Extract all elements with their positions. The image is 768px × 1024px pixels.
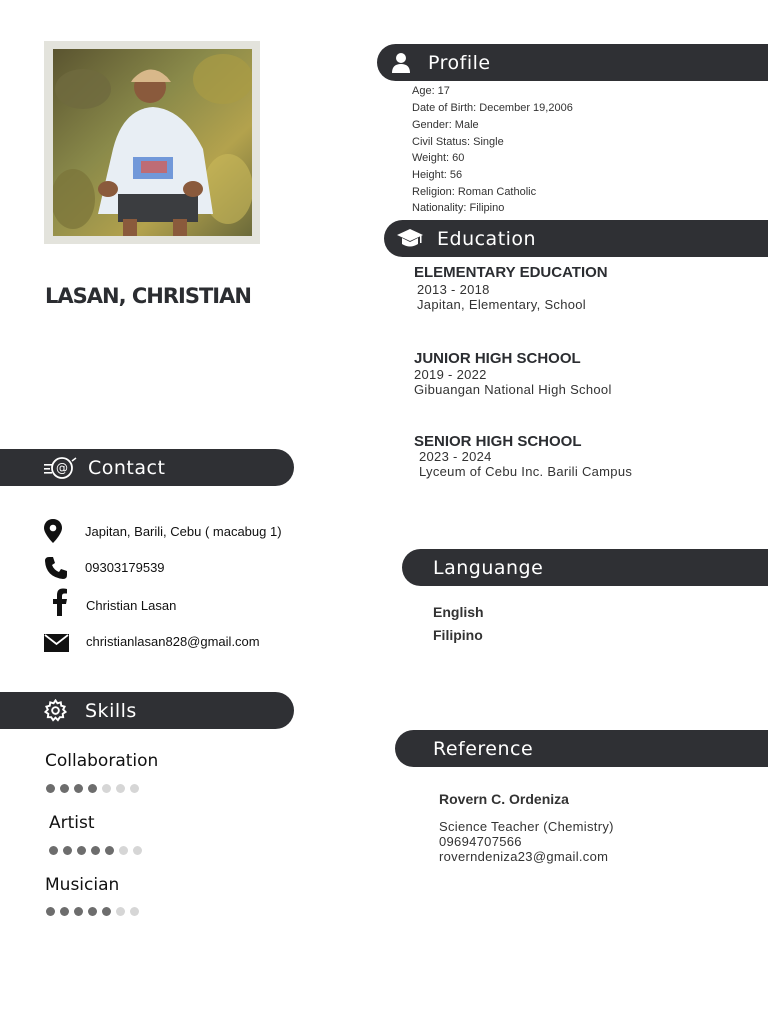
reference-header: [395, 730, 768, 767]
skill-name: Musician: [45, 875, 120, 895]
rating-dot-empty: [130, 784, 139, 793]
language-item: Filipino: [433, 627, 483, 643]
skill-name: Collaboration: [45, 751, 159, 771]
rating-dot-filled: [49, 846, 58, 855]
profile-line: Religion: Roman Catholic: [412, 186, 537, 198]
contact-email[interactable]: christianlasan828@gmail.com: [86, 634, 260, 649]
reference-phone: 09694707566: [439, 834, 522, 849]
profile-photo: [53, 49, 252, 236]
graduation-cap-icon: [396, 228, 424, 250]
language-item: English: [433, 604, 484, 620]
reference-name: Rovern C. Ordeniza: [439, 791, 569, 807]
skills-heading: Skills: [85, 699, 137, 722]
education-years: 2013 - 2018: [417, 282, 490, 297]
contact-heading: Contact: [88, 456, 166, 479]
skill-rating: [46, 784, 139, 793]
education-years: 2023 - 2024: [419, 449, 492, 464]
rating-dot-filled: [46, 907, 55, 916]
email-icon: [44, 634, 69, 652]
reference-heading: Reference: [433, 737, 534, 760]
rating-dot-filled: [105, 846, 114, 855]
education-level: JUNIOR HIGH SCHOOL: [414, 350, 581, 367]
rating-dot-filled: [77, 846, 86, 855]
language-header: [402, 549, 768, 586]
education-school: Japitan, Elementary, School: [417, 297, 587, 312]
education-years: 2019 - 2022: [414, 367, 487, 382]
phone-icon: [44, 556, 68, 580]
location-pin-icon: [44, 519, 62, 543]
person-icon: [391, 52, 411, 74]
rating-dot-filled: [63, 846, 72, 855]
rating-dot-filled: [60, 907, 69, 916]
skills-header: [0, 692, 294, 729]
language-heading: Languange: [433, 556, 544, 579]
profile-line: Age: 17: [412, 85, 450, 97]
education-school: Lyceum of Cebu Inc. Barili Campus: [419, 464, 633, 479]
education-level: SENIOR HIGH SCHOOL: [414, 433, 582, 450]
rating-dot-empty: [116, 784, 125, 793]
profile-line: Nationality: Filipino: [412, 202, 505, 214]
rating-dot-filled: [88, 784, 97, 793]
contact-address: Japitan, Barili, Cebu ( macabug 1): [85, 524, 282, 539]
rating-dot-filled: [102, 907, 111, 916]
rating-dot-filled: [60, 784, 69, 793]
profile-line: Height: 56: [412, 169, 463, 181]
rating-dot-filled: [91, 846, 100, 855]
rating-dot-empty: [130, 907, 139, 916]
svg-text:@: @: [56, 460, 68, 475]
facebook-icon[interactable]: [52, 588, 68, 616]
rating-dot-filled: [88, 907, 97, 916]
reference-email[interactable]: roverndeniza23@gmail.com: [439, 849, 609, 864]
profile-heading: Profile: [428, 51, 491, 74]
education-header: [384, 220, 768, 257]
skill-rating: [49, 846, 142, 855]
profile-line: Civil Status: Single: [412, 136, 504, 148]
skill-rating: [46, 907, 139, 916]
profile-line: Gender: Male: [412, 119, 479, 131]
rating-dot-filled: [46, 784, 55, 793]
contact-facebook[interactable]: Christian Lasan: [86, 598, 177, 613]
rating-dot-filled: [74, 784, 83, 793]
rating-dot-empty: [116, 907, 125, 916]
education-level: ELEMENTARY EDUCATION: [414, 264, 608, 281]
rating-dot-empty: [102, 784, 111, 793]
rating-dot-filled: [74, 907, 83, 916]
full-name: LASAN, CHRISTIAN: [45, 284, 251, 308]
profile-photo-frame: [44, 41, 260, 244]
profile-line: Weight: 60: [412, 152, 465, 164]
contact-header: [0, 449, 294, 486]
gear-icon: [44, 699, 67, 722]
rating-dot-empty: [119, 846, 128, 855]
profile-line: Date of Birth: December 19,2006: [412, 102, 573, 114]
education-school: Gibuangan National High School: [414, 382, 612, 397]
profile-header: [377, 44, 768, 81]
reference-position: Science Teacher (Chemistry): [439, 819, 614, 834]
rating-dot-empty: [133, 846, 142, 855]
contact-card-icon: [43, 456, 77, 480]
contact-phone: 09303179539: [85, 560, 165, 575]
skill-name: Artist: [49, 813, 95, 833]
education-heading: Education: [437, 227, 537, 250]
